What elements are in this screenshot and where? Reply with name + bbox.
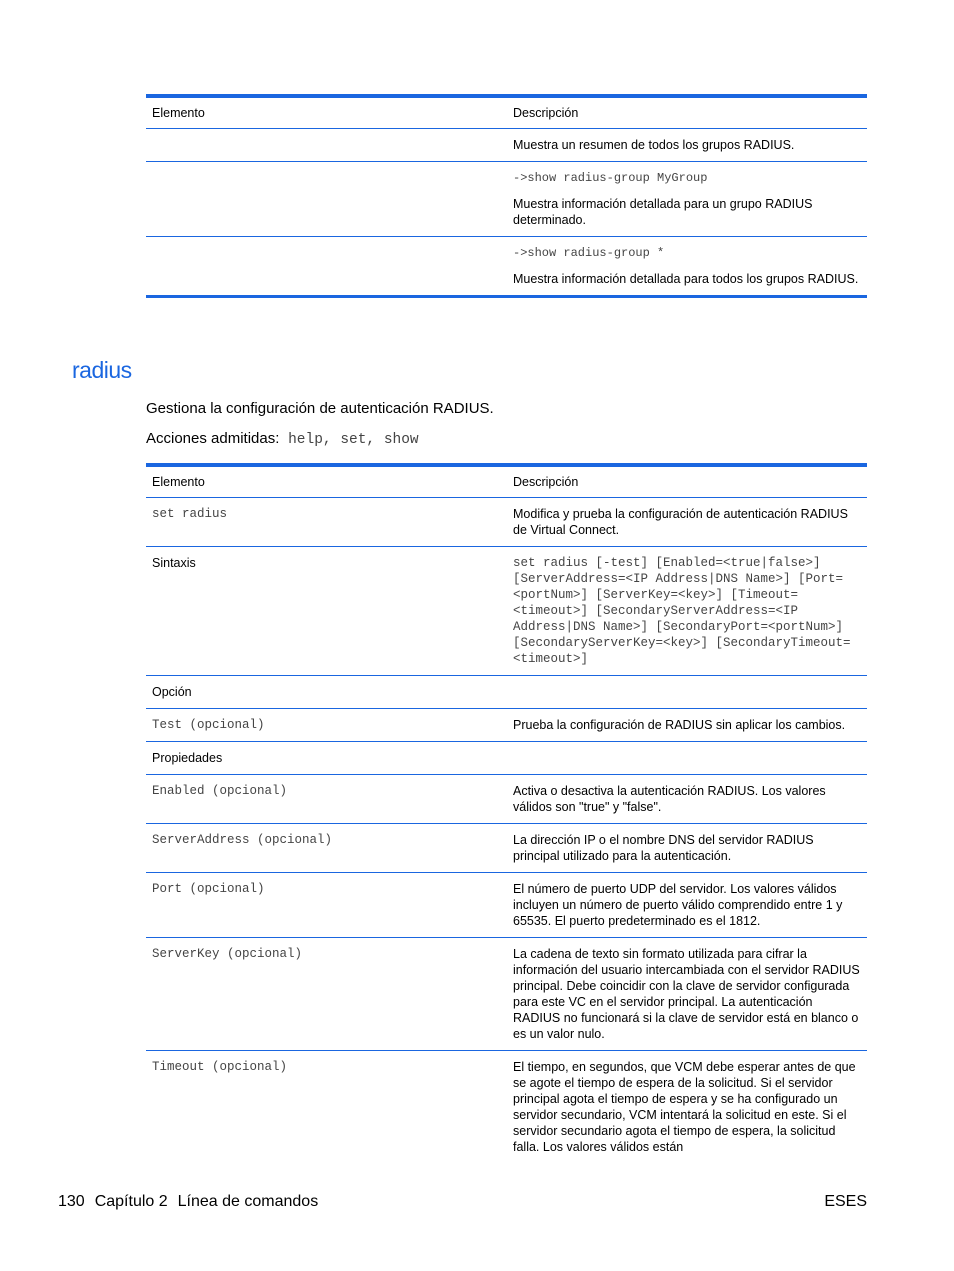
cell-element: Opción	[146, 676, 507, 709]
actions-value: help, set, show	[279, 432, 419, 448]
table-row	[146, 237, 867, 297]
cell-element: Propiedades	[146, 742, 507, 775]
cell-element	[146, 129, 507, 162]
table-row	[146, 775, 867, 824]
header-descripcion: Descripción	[507, 465, 867, 498]
table-row	[146, 498, 867, 547]
cell-description: Activa o desactiva la autenticación RADIUS. Los valores válidos son "true" y "false".	[507, 775, 867, 824]
header-elemento: Elemento	[146, 465, 507, 498]
cell-description: Prueba la configuración de RADIUS sin aplicar los cambios.	[507, 709, 867, 742]
cell-element	[146, 162, 507, 237]
table-row	[146, 129, 867, 162]
table-header-row	[146, 465, 867, 498]
page-footer-locale: ESES	[824, 1193, 867, 1210]
cell-element: Port (opcional)	[146, 873, 507, 938]
cell-element: Enabled (opcional)	[146, 775, 507, 824]
cell-description: La cadena de texto sin formato utilizada para cifrar la información del usuario intercambiada con el servidor RADIUS principal. Debe coincidir con la clave de servidor configurada para este VC en el servidor principal. La autenticación RADIUS no funcionará si la clave de servidor está en blanco o es un valor nulo.	[507, 938, 867, 1051]
table-row	[146, 709, 867, 742]
cell-element: Test (opcional)	[146, 709, 507, 742]
cell-description: El número de puerto UDP del servidor. Los valores válidos incluyen un número de puerto válido comprendido entre 1 y 65535. El puerto predeterminado es el 1812.	[507, 873, 867, 938]
description-text: Muestra un resumen de todos los grupos RADIUS.	[513, 138, 795, 152]
table-header-row	[146, 96, 867, 129]
actions-separator: :	[275, 430, 280, 447]
cell-description	[507, 742, 867, 775]
page-number: 130	[58, 1193, 85, 1210]
cell-description: Modifica y prueba la configuración de autenticación RADIUS de Virtual Connect.	[507, 498, 867, 547]
header-descripcion: Descripción	[507, 96, 867, 129]
cell-description	[507, 129, 867, 162]
cell-element	[146, 237, 507, 297]
cell-description	[507, 162, 867, 237]
page-footer-left	[58, 1193, 318, 1211]
cell-element: ServerKey (opcional)	[146, 938, 507, 1051]
table-row	[146, 873, 867, 938]
table-row	[146, 824, 867, 873]
cell-description	[507, 237, 867, 297]
cell-description	[507, 676, 867, 709]
table-row	[146, 547, 867, 676]
cell-element: set radius	[146, 498, 507, 547]
chapter-label: Capítulo 2	[94, 1193, 168, 1210]
cell-element: ServerAddress (opcional)	[146, 824, 507, 873]
actions-label: Acciones admitidas	[146, 430, 276, 447]
table-row	[146, 162, 867, 237]
table-row	[146, 938, 867, 1051]
header-elemento: Elemento	[146, 96, 507, 129]
cell-description: La dirección IP o el nombre DNS del servidor RADIUS principal utilizado para la autenticación.	[507, 824, 867, 873]
top-command-table	[146, 94, 867, 298]
table-row	[146, 742, 867, 775]
chapter-title: Línea de comandos	[177, 1193, 319, 1210]
description-text: Muestra información detallada para todos los grupos RADIUS.	[513, 272, 859, 286]
section-title: radius	[72, 357, 132, 383]
cell-element: Sintaxis	[146, 547, 507, 676]
supported-actions	[146, 430, 419, 448]
cell-element: Timeout (opcional)	[152, 1060, 288, 1074]
syntax-block: set radius [-test] [Enabled=<true|false>] [ServerAddress=<IP Address|DNS Name>] [Port=<portNum>] [ServerKey=<key>] [Timeout=<timeout>] [SecondaryServerAddress=<IP Address|DNS Name>] [SecondaryPort=<portNum>] [SecondaryServerKey=<key>] [SecondaryTimeout=<timeout>]	[507, 547, 867, 676]
table-row	[146, 1051, 867, 1164]
section-intro: Gestiona la configuración de autenticación RADIUS.	[146, 400, 494, 417]
table-row	[146, 676, 867, 709]
cell-description: El tiempo, en segundos, que VCM debe esperar antes de que se agote el tiempo de espera de la solicitud. Si el servidor principal agota el tiempo de espera y se ha configurado un servidor secundario, VCM intentará la solicitud en este. Si el servidor secundario agota el tiempo de espera, la solicitud falla. Los valores válidos están	[513, 1060, 856, 1154]
command-example: ->show radius-group *	[513, 246, 665, 260]
command-example: ->show radius-group MyGroup	[513, 171, 708, 185]
description-text: Muestra información detallada para un grupo RADIUS determinado.	[513, 197, 813, 227]
radius-command-table	[146, 463, 867, 1163]
